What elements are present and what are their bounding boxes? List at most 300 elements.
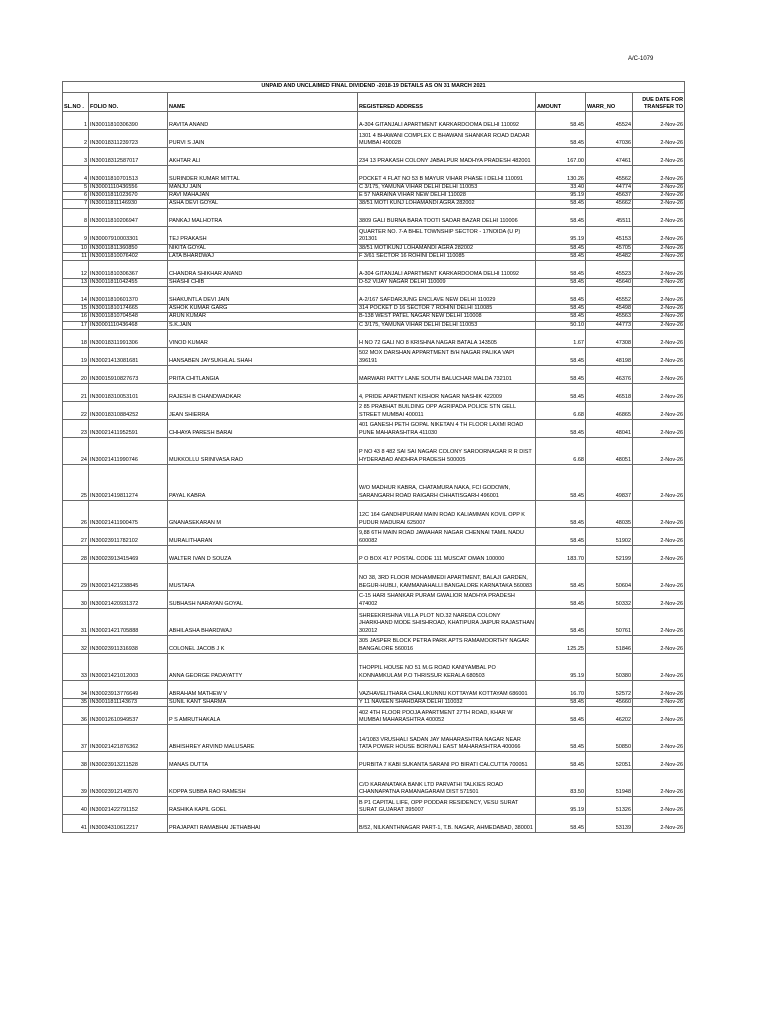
cell-sl-no: 12 xyxy=(63,261,89,279)
cell-folio-no: IN30021419811274 xyxy=(89,464,168,500)
cell-sl-no: 17 xyxy=(63,321,89,329)
cell-name: SUBHASH NARAYAN GOYAL xyxy=(168,590,358,608)
table-row xyxy=(63,383,685,401)
cell-warr-no: 45562 xyxy=(586,166,633,184)
cell-amount: 58.45 xyxy=(536,305,586,313)
cell-folio-no: IN30018310884252 xyxy=(89,401,168,419)
cell-amount: 95.19 xyxy=(536,226,586,244)
table-row xyxy=(63,500,685,527)
cell-warr-no: 45482 xyxy=(586,252,633,260)
cell-amount: 58.45 xyxy=(536,590,586,608)
cell-name: ARUN KUMAR xyxy=(168,313,358,321)
cell-folio-no: IN30018311991306 xyxy=(89,329,168,347)
cell-address: D-52 VIJAY NAGAR DELHI 110009 xyxy=(358,279,536,287)
cell-warr-no: 45511 xyxy=(586,208,633,226)
cell-amount: 58.45 xyxy=(536,419,586,437)
cell-folio-no: IN30021421876362 xyxy=(89,725,168,752)
cell-address: THOPPIL HOUSE NO 51 M.G ROAD KANIYAMBAL PO KONNAMKULAM P.O THRISSUR KERALA 680503 xyxy=(358,653,536,680)
cell-amount: 125.25 xyxy=(536,635,586,653)
cell-due-date: 2-Nov-26 xyxy=(633,200,685,208)
cell-folio-no: IN30021421012003 xyxy=(89,653,168,680)
cell-folio-no: IN30012610949537 xyxy=(89,707,168,725)
cell-sl-no: 35 xyxy=(63,698,89,706)
cell-due-date: 2-Nov-26 xyxy=(633,608,685,635)
cell-amount: 58.45 xyxy=(536,365,586,383)
cell-warr-no: 45662 xyxy=(586,200,633,208)
cell-address: 1301 4 BHAWANI COMPLEX C BHAWANI SHANKAR ROAD DADAR MUMBAI 400028 xyxy=(358,130,536,148)
table-row xyxy=(63,770,685,797)
cell-due-date: 2-Nov-26 xyxy=(633,252,685,260)
table-row xyxy=(63,261,685,279)
cell-address: 305 JASPER BLOCK PETRA PARK APTS RAMAMOORTHY NAGAR BANGALORE 560016 xyxy=(358,635,536,653)
cell-due-date: 2-Nov-26 xyxy=(633,770,685,797)
cell-name: CHANDRA SHIKHAR ANAND xyxy=(168,261,358,279)
cell-amount: 58.45 xyxy=(536,608,586,635)
cell-address: A-2/167 SAFDARJUNG ENCLAVE NEW DELHI 110029 xyxy=(358,287,536,305)
cell-warr-no: 51902 xyxy=(586,527,633,545)
table-row xyxy=(63,725,685,752)
cell-sl-no: 30 xyxy=(63,590,89,608)
cell-due-date: 2-Nov-26 xyxy=(633,112,685,130)
cell-name: MANAS DUTTA xyxy=(168,752,358,770)
cell-name: RAVITA ANAND xyxy=(168,112,358,130)
cell-name: NIKITA GOYAL xyxy=(168,244,358,252)
cell-warr-no: 45637 xyxy=(586,192,633,200)
cell-sl-no: 24 xyxy=(63,437,89,464)
cell-warr-no: 51326 xyxy=(586,797,633,815)
table-row xyxy=(63,608,685,635)
cell-name: MURALITHARAN xyxy=(168,527,358,545)
cell-address: H NO 72 GALI NO 8 KRISHNA NAGAR BATALA 143505 xyxy=(358,329,536,347)
header-folio-no: FOLIO NO. xyxy=(89,93,168,112)
cell-folio-no: IN30034310612217 xyxy=(89,815,168,833)
cell-name: WALTER IVAN D SOUZA xyxy=(168,545,358,563)
cell-name: ABHISHREY ARVIND MALUSARE xyxy=(168,725,358,752)
table-row xyxy=(63,590,685,608)
cell-folio-no: IN30023911316938 xyxy=(89,635,168,653)
cell-amount: 58.45 xyxy=(536,252,586,260)
cell-warr-no: 47036 xyxy=(586,130,633,148)
cell-amount: 58.45 xyxy=(536,261,586,279)
cell-address: E 57 NARAINA VIHAR NEW DELHI 110028 xyxy=(358,192,536,200)
cell-warr-no: 48051 xyxy=(586,437,633,464)
cell-warr-no: 50604 xyxy=(586,563,633,590)
cell-sl-no: 23 xyxy=(63,419,89,437)
cell-sl-no: 28 xyxy=(63,545,89,563)
cell-due-date: 2-Nov-26 xyxy=(633,797,685,815)
cell-warr-no: 45153 xyxy=(586,226,633,244)
cell-address: 14/1083 VRUSHALI SADAN JAY MAHARASHTRA NAGAR NEAR TATA POWER HOUSE BORIVALI EAST MAHARASHTRA 400066 xyxy=(358,725,536,752)
cell-folio-no: IN30023913415469 xyxy=(89,545,168,563)
cell-name: VINOD KUMAR xyxy=(168,329,358,347)
cell-folio-no: IN30001110436468 xyxy=(89,321,168,329)
header-registered-address: REGISTERED ADDRESS xyxy=(358,93,536,112)
cell-sl-no: 29 xyxy=(63,563,89,590)
cell-warr-no: 45705 xyxy=(586,244,633,252)
cell-name: KOPPA SUBBA RAO RAMESH xyxy=(168,770,358,797)
cell-amount: 95.19 xyxy=(536,192,586,200)
table-row xyxy=(63,184,685,192)
cell-name: SUNIL KANT SHARMA xyxy=(168,698,358,706)
cell-address: 38/51 MOTI KUNJ LOHAMANDI AGRA 282002 xyxy=(358,200,536,208)
table-row xyxy=(63,365,685,383)
cell-due-date: 2-Nov-26 xyxy=(633,192,685,200)
cell-address: Y 11 NAVEEN SHAHDARA DELHI 110032 xyxy=(358,698,536,706)
table-row xyxy=(63,148,685,166)
table-row xyxy=(63,815,685,833)
cell-amount: 130.26 xyxy=(536,166,586,184)
cell-sl-no: 27 xyxy=(63,527,89,545)
cell-sl-no: 2 xyxy=(63,130,89,148)
cell-name: SHAKUNTLA DEVI JAIN xyxy=(168,287,358,305)
table-row xyxy=(63,130,685,148)
table-row xyxy=(63,226,685,244)
cell-amount: 83.50 xyxy=(536,770,586,797)
cell-due-date: 2-Nov-26 xyxy=(633,148,685,166)
cell-due-date: 2-Nov-26 xyxy=(633,184,685,192)
header-due-date: DUE DATE FOR TRANSFER TO xyxy=(633,93,685,112)
cell-sl-no: 19 xyxy=(63,347,89,365)
cell-name: RAVI MAHAJAN xyxy=(168,192,358,200)
cell-address: W/O MADHUR KABRA, CHATAMURA NAKA, FCI GODOWN, SARANGARH ROAD RAIGARH CHHATISGARH 496001 xyxy=(358,464,536,500)
cell-folio-no: IN30021420931372 xyxy=(89,590,168,608)
cell-address: SHREEKRISHNA VILLA PLOT NO.32 NAREDA COLONY JHARKHAND MODE SHISHROAD, KHATIPURA JAIPUR RAJASTHAN 302012 xyxy=(358,608,536,635)
cell-name: PAYAL KABRA xyxy=(168,464,358,500)
cell-warr-no: 51948 xyxy=(586,770,633,797)
table-row xyxy=(63,437,685,464)
cell-amount: 58.45 xyxy=(536,287,586,305)
table-row xyxy=(63,653,685,680)
cell-warr-no: 52572 xyxy=(586,680,633,698)
cell-address: 502 MOX DARSHAN APPARTMENT B/H NAGAR PALIKA VAPI 396191 xyxy=(358,347,536,365)
cell-due-date: 2-Nov-26 xyxy=(633,383,685,401)
table-row xyxy=(63,252,685,260)
cell-folio-no: IN30011811042455 xyxy=(89,279,168,287)
cell-due-date: 2-Nov-26 xyxy=(633,365,685,383)
table-row xyxy=(63,313,685,321)
table-row xyxy=(63,166,685,184)
cell-due-date: 2-Nov-26 xyxy=(633,130,685,148)
cell-folio-no: IN30011810206947 xyxy=(89,208,168,226)
table-row xyxy=(63,208,685,226)
cell-warr-no: 45524 xyxy=(586,112,633,130)
cell-name: PANKAJ MALHOTRA xyxy=(168,208,358,226)
table-row xyxy=(63,707,685,725)
cell-warr-no: 45563 xyxy=(586,313,633,321)
cell-due-date: 2-Nov-26 xyxy=(633,752,685,770)
cell-due-date: 2-Nov-26 xyxy=(633,725,685,752)
cell-due-date: 2-Nov-26 xyxy=(633,347,685,365)
cell-warr-no: 46202 xyxy=(586,707,633,725)
cell-amount: 183.70 xyxy=(536,545,586,563)
header-amount: AMOUNT xyxy=(536,93,586,112)
cell-name: MUKKOLLU SRINIVASA RAO xyxy=(168,437,358,464)
cell-name: COLONEL JACOB J K xyxy=(168,635,358,653)
dividend-table xyxy=(62,81,685,833)
cell-folio-no: IN30021421705888 xyxy=(89,608,168,635)
table-row xyxy=(63,287,685,305)
table-row xyxy=(63,752,685,770)
cell-address: C 3/175, YAMUNA VIHAR DELHI DELHI 110053 xyxy=(358,321,536,329)
cell-due-date: 2-Nov-26 xyxy=(633,635,685,653)
cell-name: MANJU JAIN xyxy=(168,184,358,192)
cell-address: 4, PRIDE APARTMENT KISHOR NAGAR NASHIK 422009 xyxy=(358,383,536,401)
header-warr-no: WARR_NO xyxy=(586,93,633,112)
cell-warr-no: 50380 xyxy=(586,653,633,680)
cell-name: ANNA GEORGE PADAYATTY xyxy=(168,653,358,680)
cell-sl-no: 9 xyxy=(63,226,89,244)
cell-folio-no: IN30018311239723 xyxy=(89,130,168,148)
cell-sl-no: 13 xyxy=(63,279,89,287)
cell-address: 314 POCKET D 16 SECTOR 7 ROHINI DELHI 110085 xyxy=(358,305,536,313)
cell-address: 401 GANESH PETH GOPAL NIKETAN 4 TH FLOOR LAXMI ROAD PUNE MAHARASHTRA 411030 xyxy=(358,419,536,437)
table-row xyxy=(63,527,685,545)
cell-due-date: 2-Nov-26 xyxy=(633,500,685,527)
cell-warr-no: 44774 xyxy=(586,184,633,192)
cell-warr-no: 48035 xyxy=(586,500,633,527)
cell-warr-no: 46518 xyxy=(586,383,633,401)
cell-amount: 58.45 xyxy=(536,347,586,365)
cell-warr-no: 51846 xyxy=(586,635,633,653)
cell-due-date: 2-Nov-26 xyxy=(633,653,685,680)
cell-folio-no: IN30011811023670 xyxy=(89,192,168,200)
cell-name: JEAN SHIERRA xyxy=(168,401,358,419)
cell-sl-no: 1 xyxy=(63,112,89,130)
cell-due-date: 2-Nov-26 xyxy=(633,527,685,545)
cell-warr-no: 50850 xyxy=(586,725,633,752)
cell-sl-no: 8 xyxy=(63,208,89,226)
cell-address: C/O KARANATAKA BANK LTD PARVATHI TALKIES ROAD CHANNAPATNA RAMANAGARAM DIST 571501 xyxy=(358,770,536,797)
cell-folio-no: IN30021411990746 xyxy=(89,437,168,464)
cell-address: VAZHAVELITHARA CHALUKUNNU KOTTAYAM KOTTAYAM 686001 xyxy=(358,680,536,698)
cell-warr-no: 47461 xyxy=(586,148,633,166)
cell-due-date: 2-Nov-26 xyxy=(633,698,685,706)
cell-address: POCKET 4 FLAT NO 53 B MAYUR VIHAR PHASE I DELHI 110091 xyxy=(358,166,536,184)
cell-due-date: 2-Nov-26 xyxy=(633,437,685,464)
cell-name: CHHAYA PARESH BARAI xyxy=(168,419,358,437)
cell-sl-no: 16 xyxy=(63,313,89,321)
cell-address: 3809 GALI BURNA BARA TOOTI SADAR BAZAR DELHI 110006 xyxy=(358,208,536,226)
document-reference: A/C-1079 xyxy=(628,56,654,62)
cell-amount: 50.10 xyxy=(536,321,586,329)
table-title-row xyxy=(63,82,685,93)
cell-amount: 58.45 xyxy=(536,244,586,252)
cell-sl-no: 3 xyxy=(63,148,89,166)
cell-warr-no: 45552 xyxy=(586,287,633,305)
cell-folio-no: IN30011810704548 xyxy=(89,313,168,321)
cell-name: LATA BHARDWAJ xyxy=(168,252,358,260)
cell-folio-no: IN30021411952591 xyxy=(89,419,168,437)
cell-amount: 58.45 xyxy=(536,112,586,130)
cell-address: B-138 WEST PATEL NAGAR NEW DELHI 110008 xyxy=(358,313,536,321)
cell-due-date: 2-Nov-26 xyxy=(633,419,685,437)
cell-amount: 167.00 xyxy=(536,148,586,166)
cell-sl-no: 21 xyxy=(63,383,89,401)
cell-name: RAJESH B CHANDWADKAR xyxy=(168,383,358,401)
table-row xyxy=(63,419,685,437)
table-row xyxy=(63,563,685,590)
cell-address: B/52, NILKANTHNAGAR PART-1, T.B. NAGAR, AHMEDABAD, 380001 xyxy=(358,815,536,833)
cell-sl-no: 38 xyxy=(63,752,89,770)
table-header-row xyxy=(63,93,685,112)
cell-folio-no: IN30018312587017 xyxy=(89,148,168,166)
cell-due-date: 2-Nov-26 xyxy=(633,464,685,500)
cell-sl-no: 14 xyxy=(63,287,89,305)
cell-sl-no: 40 xyxy=(63,797,89,815)
cell-amount: 58.45 xyxy=(536,208,586,226)
cell-sl-no: 7 xyxy=(63,200,89,208)
cell-due-date: 2-Nov-26 xyxy=(633,329,685,347)
cell-name: SHASHI CHIB xyxy=(168,279,358,287)
table-row xyxy=(63,279,685,287)
cell-folio-no: IN30021421238845 xyxy=(89,563,168,590)
cell-amount: 58.45 xyxy=(536,279,586,287)
cell-name: ASHOK KUMAR GARG xyxy=(168,305,358,313)
cell-address: 9,88 6TH MAIN ROAD JAWAHAR NAGAR CHENNAI TAMIL NADU 600082 xyxy=(358,527,536,545)
cell-sl-no: 26 xyxy=(63,500,89,527)
cell-warr-no: 44773 xyxy=(586,321,633,329)
cell-due-date: 2-Nov-26 xyxy=(633,287,685,305)
cell-name: RASHIKA KAPIL GOEL xyxy=(168,797,358,815)
header-sl-no: SL.NO . xyxy=(63,93,89,112)
cell-amount: 1.67 xyxy=(536,329,586,347)
cell-sl-no: 34 xyxy=(63,680,89,698)
cell-folio-no: IN30021422791152 xyxy=(89,797,168,815)
cell-due-date: 2-Nov-26 xyxy=(633,545,685,563)
cell-address: P O BOX 417 POSTAL CODE 111 MUSCAT OMAN 100000 xyxy=(358,545,536,563)
cell-sl-no: 4 xyxy=(63,166,89,184)
cell-sl-no: 6 xyxy=(63,192,89,200)
header-name: NAME xyxy=(168,93,358,112)
cell-amount: 58.45 xyxy=(536,752,586,770)
cell-due-date: 2-Nov-26 xyxy=(633,244,685,252)
cell-amount: 58.45 xyxy=(536,383,586,401)
cell-warr-no: 50332 xyxy=(586,590,633,608)
table-row xyxy=(63,321,685,329)
cell-folio-no: IN30011811360850 xyxy=(89,244,168,252)
cell-folio-no: IN30018310053101 xyxy=(89,383,168,401)
cell-due-date: 2-Nov-26 xyxy=(633,563,685,590)
cell-warr-no: 47308 xyxy=(586,329,633,347)
cell-address: QUARTER NO. 7-A BHEL TOWNSHIP SECTOR - 17NOIDA (U P) 201301 xyxy=(358,226,536,244)
cell-amount: 58.45 xyxy=(536,707,586,725)
cell-due-date: 2-Nov-26 xyxy=(633,590,685,608)
cell-warr-no: 50761 xyxy=(586,608,633,635)
cell-name: SURINDER KUMAR MITTAL xyxy=(168,166,358,184)
cell-folio-no: IN30011810174665 xyxy=(89,305,168,313)
cell-amount: 58.45 xyxy=(536,527,586,545)
cell-sl-no: 33 xyxy=(63,653,89,680)
cell-address: B P1 CAPITAL LIFE, OPP PODDAR RESIDENCY, VESU SURAT SURAT GUJARAT 395007 xyxy=(358,797,536,815)
cell-warr-no: 46376 xyxy=(586,365,633,383)
cell-amount: 58.45 xyxy=(536,563,586,590)
table-row xyxy=(63,464,685,500)
cell-amount: 95.19 xyxy=(536,797,586,815)
cell-folio-no: IN30007910003301 xyxy=(89,226,168,244)
cell-amount: 6.68 xyxy=(536,437,586,464)
table-row xyxy=(63,329,685,347)
cell-sl-no: 37 xyxy=(63,725,89,752)
cell-sl-no: 36 xyxy=(63,707,89,725)
cell-folio-no: IN30023911782102 xyxy=(89,527,168,545)
cell-name: AKHTAR ALI xyxy=(168,148,358,166)
cell-amount: 58.45 xyxy=(536,698,586,706)
cell-sl-no: 31 xyxy=(63,608,89,635)
table-row xyxy=(63,545,685,563)
cell-warr-no: 45640 xyxy=(586,279,633,287)
cell-amount: 58.45 xyxy=(536,815,586,833)
cell-name: S.K.JAIN xyxy=(168,321,358,329)
cell-sl-no: 25 xyxy=(63,464,89,500)
cell-name: TEJ PRAKASH xyxy=(168,226,358,244)
cell-folio-no: IN30021413081681 xyxy=(89,347,168,365)
table-row xyxy=(63,192,685,200)
cell-folio-no: IN30011810306390 xyxy=(89,112,168,130)
table-row xyxy=(63,200,685,208)
cell-address: 2 85 PRABHAT BUILDING OPP AGRIPADA POLICE STN GELL STREET MUMBAI 400011 xyxy=(358,401,536,419)
cell-name: HANSABEN JAYSUKHLAL SHAH xyxy=(168,347,358,365)
cell-warr-no: 48198 xyxy=(586,347,633,365)
cell-name: MUSTAFA xyxy=(168,563,358,590)
cell-due-date: 2-Nov-26 xyxy=(633,680,685,698)
cell-folio-no: IN30023912140570 xyxy=(89,770,168,797)
cell-sl-no: 18 xyxy=(63,329,89,347)
cell-address: A-304 GITANJALI APARTMENT KARKARDOOMA DELHI 110092 xyxy=(358,112,536,130)
cell-due-date: 2-Nov-26 xyxy=(633,261,685,279)
cell-due-date: 2-Nov-26 xyxy=(633,815,685,833)
cell-amount: 33.40 xyxy=(536,184,586,192)
table-row xyxy=(63,244,685,252)
cell-warr-no: 49837 xyxy=(586,464,633,500)
cell-address: 12C 164 GANDHIPURAM MAIN ROAD KALIAMMAN KOVIL OPP K PUDUR MADURAI 625007 xyxy=(358,500,536,527)
cell-address: 38/51 MOTIKUNJ LOHAMANDI AGRA 282002 xyxy=(358,244,536,252)
cell-sl-no: 22 xyxy=(63,401,89,419)
cell-due-date: 2-Nov-26 xyxy=(633,166,685,184)
table-title: UNPAID AND UNCLAIMED FINAL DIVIDEND -2018-19 DETAILS AS ON 31 MARCH 2021 xyxy=(63,82,685,93)
cell-due-date: 2-Nov-26 xyxy=(633,279,685,287)
table-row xyxy=(63,112,685,130)
cell-folio-no: IN30021411900475 xyxy=(89,500,168,527)
cell-name: PURVI S JAIN xyxy=(168,130,358,148)
cell-address: C 3/175, YAMUNA VIHAR DELHI DELHI 110053 xyxy=(358,184,536,192)
cell-folio-no: IN30011810701513 xyxy=(89,166,168,184)
cell-due-date: 2-Nov-26 xyxy=(633,208,685,226)
table-row xyxy=(63,401,685,419)
cell-address: P NO 43 8 482 SAI SAI NAGAR COLONY SAROORNAGAR R R DIST HYDERABAD ANDHRA PRADESH 500005 xyxy=(358,437,536,464)
cell-warr-no: 46865 xyxy=(586,401,633,419)
cell-due-date: 2-Nov-26 xyxy=(633,401,685,419)
cell-address: MARWARI PATTY LANE SOUTH BALUCHAR MALDA 732101 xyxy=(358,365,536,383)
cell-folio-no: IN30015910827673 xyxy=(89,365,168,383)
cell-due-date: 2-Nov-26 xyxy=(633,226,685,244)
cell-address: F 3/61 SECTOR 16 ROHINI DELHI 110085 xyxy=(358,252,536,260)
table-row xyxy=(63,347,685,365)
table-row xyxy=(63,797,685,815)
cell-due-date: 2-Nov-26 xyxy=(633,313,685,321)
cell-amount: 58.45 xyxy=(536,200,586,208)
cell-address: 234 13 PRAKASH COLONY JABALPUR MADHYA PRADESH 482001 xyxy=(358,148,536,166)
cell-folio-no: IN30023913776649 xyxy=(89,680,168,698)
cell-amount: 58.45 xyxy=(536,500,586,527)
cell-warr-no: 52199 xyxy=(586,545,633,563)
cell-address: NO 38, 3RD FLOOR MOHAMMEDI APARTMENT, BALAJI GARDEN, BEGUR-HUBLI, KAMMANAHALLI BANGALORE KARNATAKA 560083 xyxy=(358,563,536,590)
cell-warr-no: 45660 xyxy=(586,698,633,706)
cell-address: PURBITA 7 KABI SUKANTA SARANI PO BIRATI CALCUTTA 700051 xyxy=(358,752,536,770)
cell-amount: 6.68 xyxy=(536,401,586,419)
cell-folio-no: IN30011811143673 xyxy=(89,698,168,706)
cell-folio-no: IN30001110436556 xyxy=(89,184,168,192)
cell-sl-no: 15 xyxy=(63,305,89,313)
